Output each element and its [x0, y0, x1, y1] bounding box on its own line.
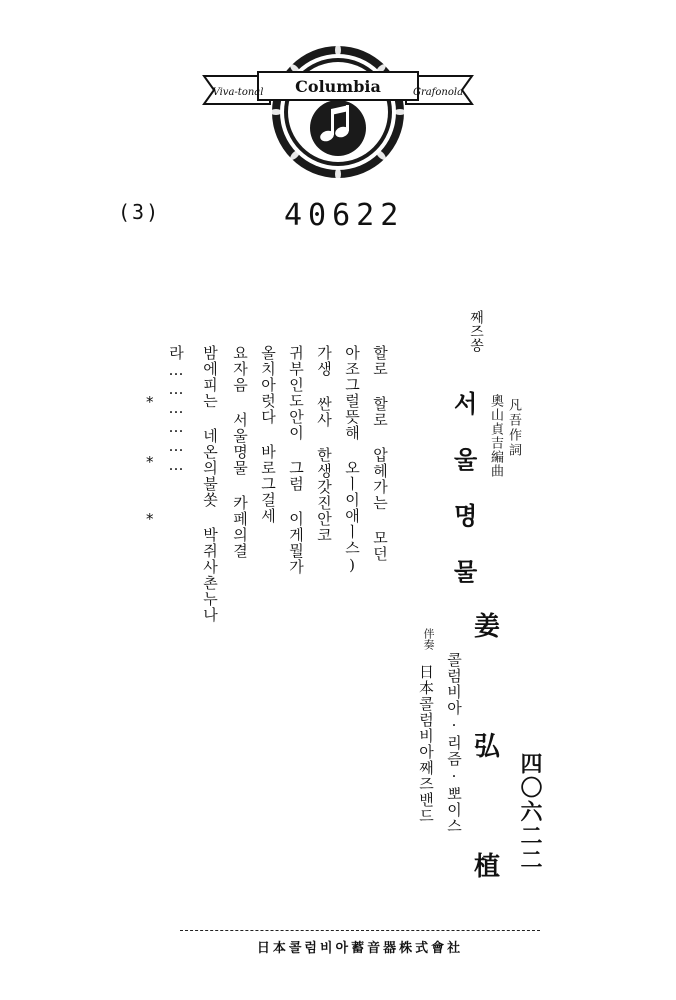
lyric-line: 할로 할로 압헤가는 모던 [371, 345, 389, 562]
title-char-3: 명 [454, 501, 478, 530]
performers: 콜럼비아·리즘·뽀이스 [445, 652, 463, 834]
asterisk-mark: * [146, 393, 154, 411]
accompaniment-label: 伴奏 [422, 628, 435, 650]
lyric-line: 올치아럿다 바로그걸세 [259, 345, 277, 524]
banner-left-text: Viva-tonal [212, 87, 264, 98]
asterisk-mark: * [146, 510, 154, 528]
side-number: (3) [118, 200, 161, 224]
title-char-2: 울 [454, 445, 478, 474]
arranger-credit: 奧山貞吉編曲 [488, 394, 503, 478]
publisher-footer: 日本콜럼비아蓄音器株式會社 [256, 941, 464, 956]
brand-text: Columbia [295, 77, 381, 96]
columbia-logo [200, 42, 476, 182]
catalog-number-kanji: 四〇六二二 [517, 752, 542, 872]
title-char-1: 서 [454, 389, 478, 418]
title-char-4: 물 [454, 557, 478, 586]
footer-divider [180, 930, 540, 931]
lyricist-credit: 凡吾作詞 [506, 398, 521, 458]
singer-char-3: 植 [474, 852, 501, 882]
singer-char-1: 姜 [474, 612, 501, 642]
lyric-line: 요자음 서울명물 카페의결 [231, 345, 249, 559]
accompaniment: 日本콜럼비아째즈밴드 [417, 664, 435, 824]
genre-label: 째즈쏭 [468, 310, 484, 352]
record-number: 40622 [284, 198, 405, 233]
lyric-line: 밤에피는 네온의불쏫 박쥐사촌누나 [201, 345, 219, 623]
lyric-line: 라……………… [167, 345, 185, 475]
lyric-line: 아조그럴뜻해 오ㅣ이애ㅣ스) [343, 345, 361, 575]
banner-right-text: Grafonola [412, 87, 464, 98]
lyric-line: 가생 싼사 한생갓진안코 [315, 345, 333, 543]
lyric-line: 귀부인도안이 그럼 이게뭘가 [287, 345, 305, 575]
singer-char-2: 弘 [474, 732, 501, 762]
asterisk-mark: * [146, 453, 154, 471]
